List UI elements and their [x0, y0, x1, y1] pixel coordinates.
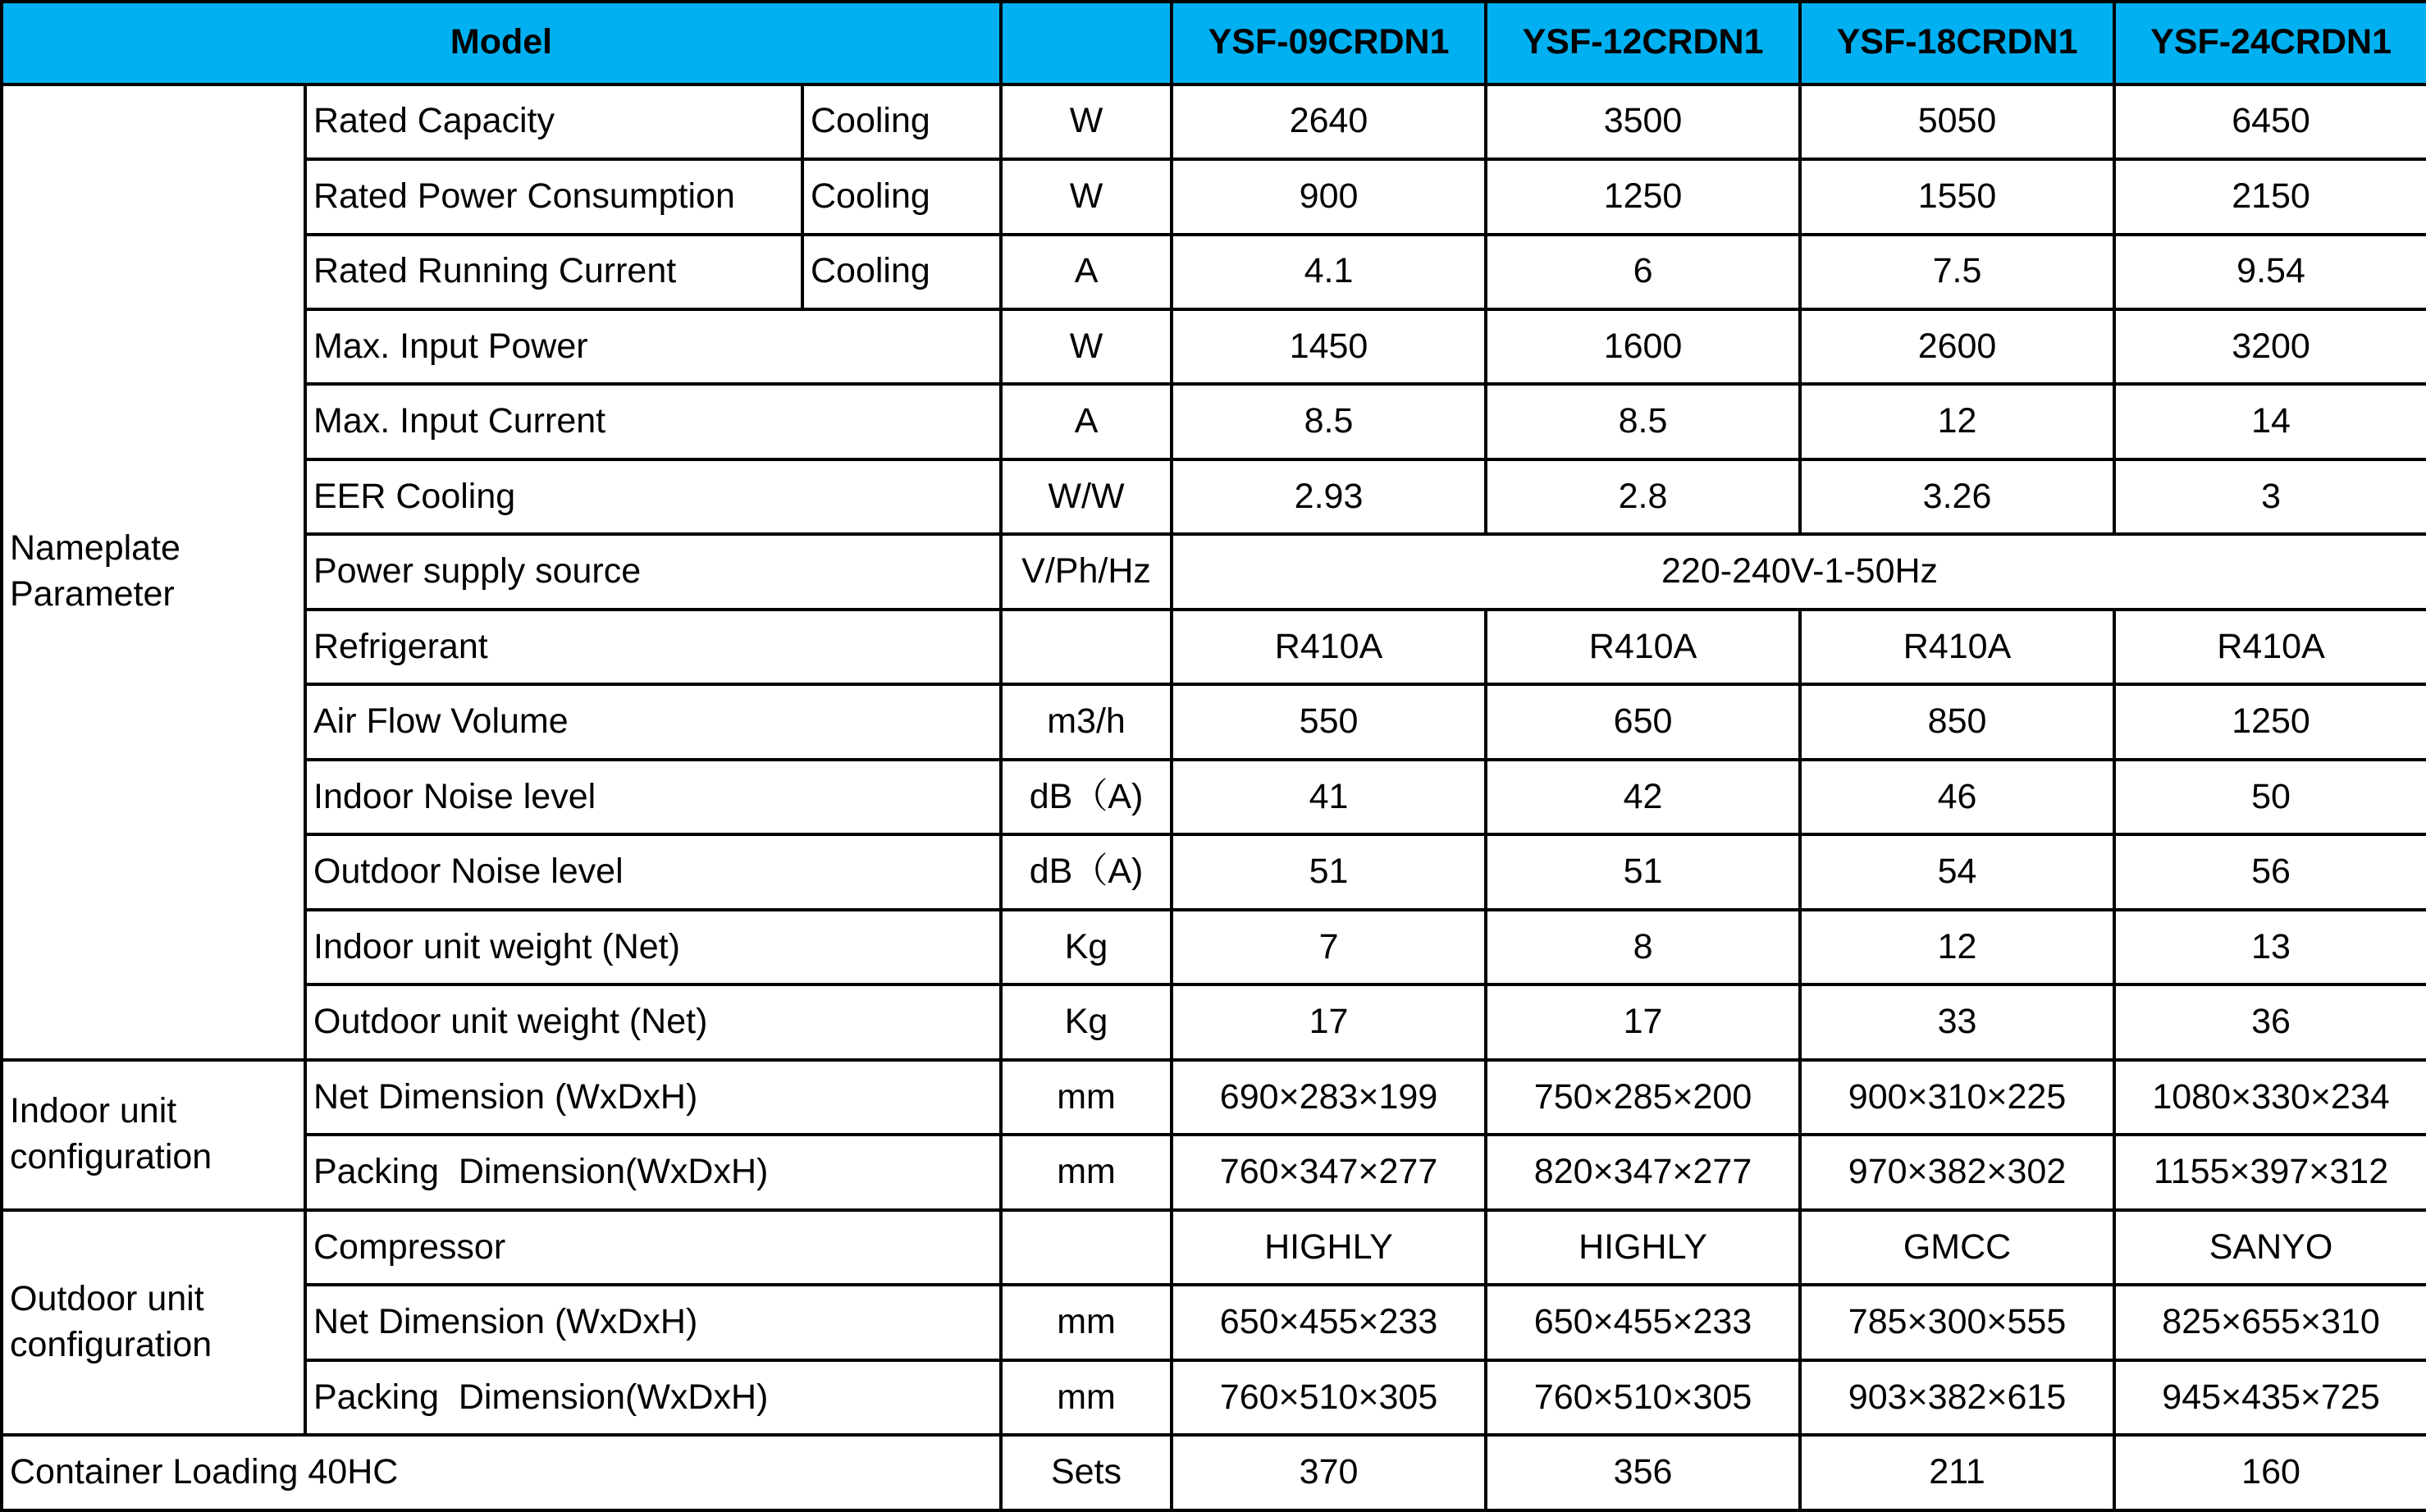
unit-cell: [1001, 610, 1172, 684]
value-cell: 4.1: [1172, 235, 1486, 309]
value-cell: HIGHLY: [1486, 1210, 1800, 1285]
table-row: [2, 384, 2426, 459]
value-cell: SANYO: [2114, 1210, 2426, 1285]
value-cell: 51: [1486, 834, 1800, 909]
param-name: Net Dimension (WxDxH): [305, 1060, 1001, 1135]
value-cell: 7.5: [1800, 235, 2114, 309]
param-mode: Cooling: [802, 85, 1001, 159]
value-cell: 356: [1486, 1435, 1800, 1510]
value-cell: 1600: [1486, 309, 1800, 384]
value-cell: 1550: [1800, 159, 2114, 234]
group-label-outdoor: Outdoor unit configuration: [2, 1210, 305, 1435]
value-cell: 850: [1800, 684, 2114, 759]
unit-cell: dB（A): [1001, 834, 1172, 909]
param-name: Outdoor unit weight (Net): [305, 984, 1001, 1059]
model-name: YSF-24CRDN1: [2114, 2, 2426, 85]
value-cell: 6450: [2114, 85, 2426, 159]
value-cell: R410A: [1486, 610, 1800, 684]
model-header: Model: [2, 2, 1001, 85]
value-cell: 36: [2114, 984, 2426, 1059]
value-cell: 160: [2114, 1435, 2426, 1510]
value-cell: 3: [2114, 459, 2426, 534]
value-cell-merged: 220-240V-1-50Hz: [1172, 534, 2426, 609]
value-cell: 650×455×233: [1486, 1285, 1800, 1359]
unit-cell: Sets: [1001, 1435, 1172, 1510]
value-cell: 41: [1172, 760, 1486, 834]
unit-cell: A: [1001, 384, 1172, 459]
value-cell: 2150: [2114, 159, 2426, 234]
unit-header: [1001, 2, 1172, 85]
param-name: Net Dimension (WxDxH): [305, 1285, 1001, 1359]
table-row: [2, 684, 2426, 759]
value-cell: 2640: [1172, 85, 1486, 159]
value-cell: 825×655×310: [2114, 1285, 2426, 1359]
table-row: [2, 1435, 2426, 1510]
table-row: [2, 309, 2426, 384]
value-cell: 900: [1172, 159, 1486, 234]
unit-cell: mm: [1001, 1060, 1172, 1135]
value-cell: 50: [2114, 760, 2426, 834]
unit-cell: mm: [1001, 1135, 1172, 1209]
param-name: Max. Input Power: [305, 309, 1001, 384]
value-cell: 760×347×277: [1172, 1135, 1486, 1209]
value-cell: 3.26: [1800, 459, 2114, 534]
unit-cell: dB（A): [1001, 760, 1172, 834]
value-cell: 1250: [1486, 159, 1800, 234]
table-row: [2, 534, 2426, 609]
value-cell: 2.93: [1172, 459, 1486, 534]
param-name: Compressor: [305, 1210, 1001, 1285]
value-cell: 56: [2114, 834, 2426, 909]
param-name: Container Loading 40HC: [2, 1435, 1001, 1510]
value-cell: 46: [1800, 760, 2114, 834]
value-cell: 42: [1486, 760, 1800, 834]
value-cell: 370: [1172, 1435, 1486, 1510]
group-label-nameplate: Nameplate Parameter: [2, 85, 305, 1060]
value-cell: 12: [1800, 910, 2114, 984]
unit-cell: mm: [1001, 1285, 1172, 1359]
value-cell: 2.8: [1486, 459, 1800, 534]
unit-cell: Kg: [1001, 984, 1172, 1059]
value-cell: 1080×330×234: [2114, 1060, 2426, 1135]
param-name: Rated Power Consumption: [305, 159, 802, 234]
model-name: YSF-18CRDN1: [1800, 2, 2114, 85]
unit-cell: W/W: [1001, 459, 1172, 534]
unit-cell: A: [1001, 235, 1172, 309]
table-row: [2, 1360, 2426, 1435]
table-row: [2, 834, 2426, 909]
value-cell: 9.54: [2114, 235, 2426, 309]
table-row: [2, 760, 2426, 834]
value-cell: 760×510×305: [1172, 1360, 1486, 1435]
table-row: [2, 984, 2426, 1059]
value-cell: 3200: [2114, 309, 2426, 384]
table-row: [2, 159, 2426, 234]
value-cell: 900×310×225: [1800, 1060, 2114, 1135]
param-name: Rated Capacity: [305, 85, 802, 159]
table-row: [2, 235, 2426, 309]
value-cell: 750×285×200: [1486, 1060, 1800, 1135]
unit-cell: m3/h: [1001, 684, 1172, 759]
table-row: [2, 459, 2426, 534]
value-cell: 14: [2114, 384, 2426, 459]
value-cell: R410A: [1800, 610, 2114, 684]
value-cell: 7: [1172, 910, 1486, 984]
unit-cell: W: [1001, 159, 1172, 234]
unit-cell: Kg: [1001, 910, 1172, 984]
param-name: Packing Dimension(WxDxH): [305, 1135, 1001, 1209]
value-cell: HIGHLY: [1172, 1210, 1486, 1285]
model-name: YSF-12CRDN1: [1486, 2, 1800, 85]
header-row: [2, 2, 2426, 85]
value-cell: 1155×397×312: [2114, 1135, 2426, 1209]
value-cell: 760×510×305: [1486, 1360, 1800, 1435]
model-name: YSF-09CRDN1: [1172, 2, 1486, 85]
param-name: Indoor unit weight (Net): [305, 910, 1001, 984]
param-name: EER Cooling: [305, 459, 1001, 534]
value-cell: 650×455×233: [1172, 1285, 1486, 1359]
table-row: [2, 1135, 2426, 1209]
param-name: Rated Running Current: [305, 235, 802, 309]
param-name: Refrigerant: [305, 610, 1001, 684]
value-cell: 33: [1800, 984, 2114, 1059]
unit-cell: W: [1001, 85, 1172, 159]
value-cell: 820×347×277: [1486, 1135, 1800, 1209]
param-name: Outdoor Noise level: [305, 834, 1001, 909]
table-row: [2, 85, 2426, 159]
value-cell: 8.5: [1172, 384, 1486, 459]
table-row: [2, 1210, 2426, 1285]
value-cell: 54: [1800, 834, 2114, 909]
value-cell: 785×300×555: [1800, 1285, 2114, 1359]
value-cell: 12: [1800, 384, 2114, 459]
value-cell: 2600: [1800, 309, 2114, 384]
value-cell: GMCC: [1800, 1210, 2114, 1285]
value-cell: R410A: [1172, 610, 1486, 684]
group-label-indoor: Indoor unit configuration: [2, 1060, 305, 1210]
value-cell: 3500: [1486, 85, 1800, 159]
value-cell: 211: [1800, 1435, 2114, 1510]
value-cell: 8.5: [1486, 384, 1800, 459]
value-cell: 903×382×615: [1800, 1360, 2114, 1435]
unit-cell: V/Ph/Hz: [1001, 534, 1172, 609]
value-cell: 690×283×199: [1172, 1060, 1486, 1135]
unit-cell: W: [1001, 309, 1172, 384]
value-cell: 650: [1486, 684, 1800, 759]
value-cell: 51: [1172, 834, 1486, 909]
value-cell: 970×382×302: [1800, 1135, 2114, 1209]
value-cell: 8: [1486, 910, 1800, 984]
table-row: [2, 910, 2426, 984]
table-row: [2, 1285, 2426, 1359]
param-name: Air Flow Volume: [305, 684, 1001, 759]
param-mode: Cooling: [802, 159, 1001, 234]
value-cell: 550: [1172, 684, 1486, 759]
value-cell: 6: [1486, 235, 1800, 309]
table-row: [2, 1060, 2426, 1135]
value-cell: 1450: [1172, 309, 1486, 384]
value-cell: 945×435×725: [2114, 1360, 2426, 1435]
value-cell: 1250: [2114, 684, 2426, 759]
param-name: Power supply source: [305, 534, 1001, 609]
value-cell: 17: [1486, 984, 1800, 1059]
unit-cell: [1001, 1210, 1172, 1285]
param-name: Packing Dimension(WxDxH): [305, 1360, 1001, 1435]
value-cell: 13: [2114, 910, 2426, 984]
param-mode: Cooling: [802, 235, 1001, 309]
table-row: [2, 610, 2426, 684]
unit-cell: mm: [1001, 1360, 1172, 1435]
value-cell: 17: [1172, 984, 1486, 1059]
value-cell: R410A: [2114, 610, 2426, 684]
param-name: Max. Input Current: [305, 384, 1001, 459]
value-cell: 5050: [1800, 85, 2114, 159]
param-name: Indoor Noise level: [305, 760, 1001, 834]
